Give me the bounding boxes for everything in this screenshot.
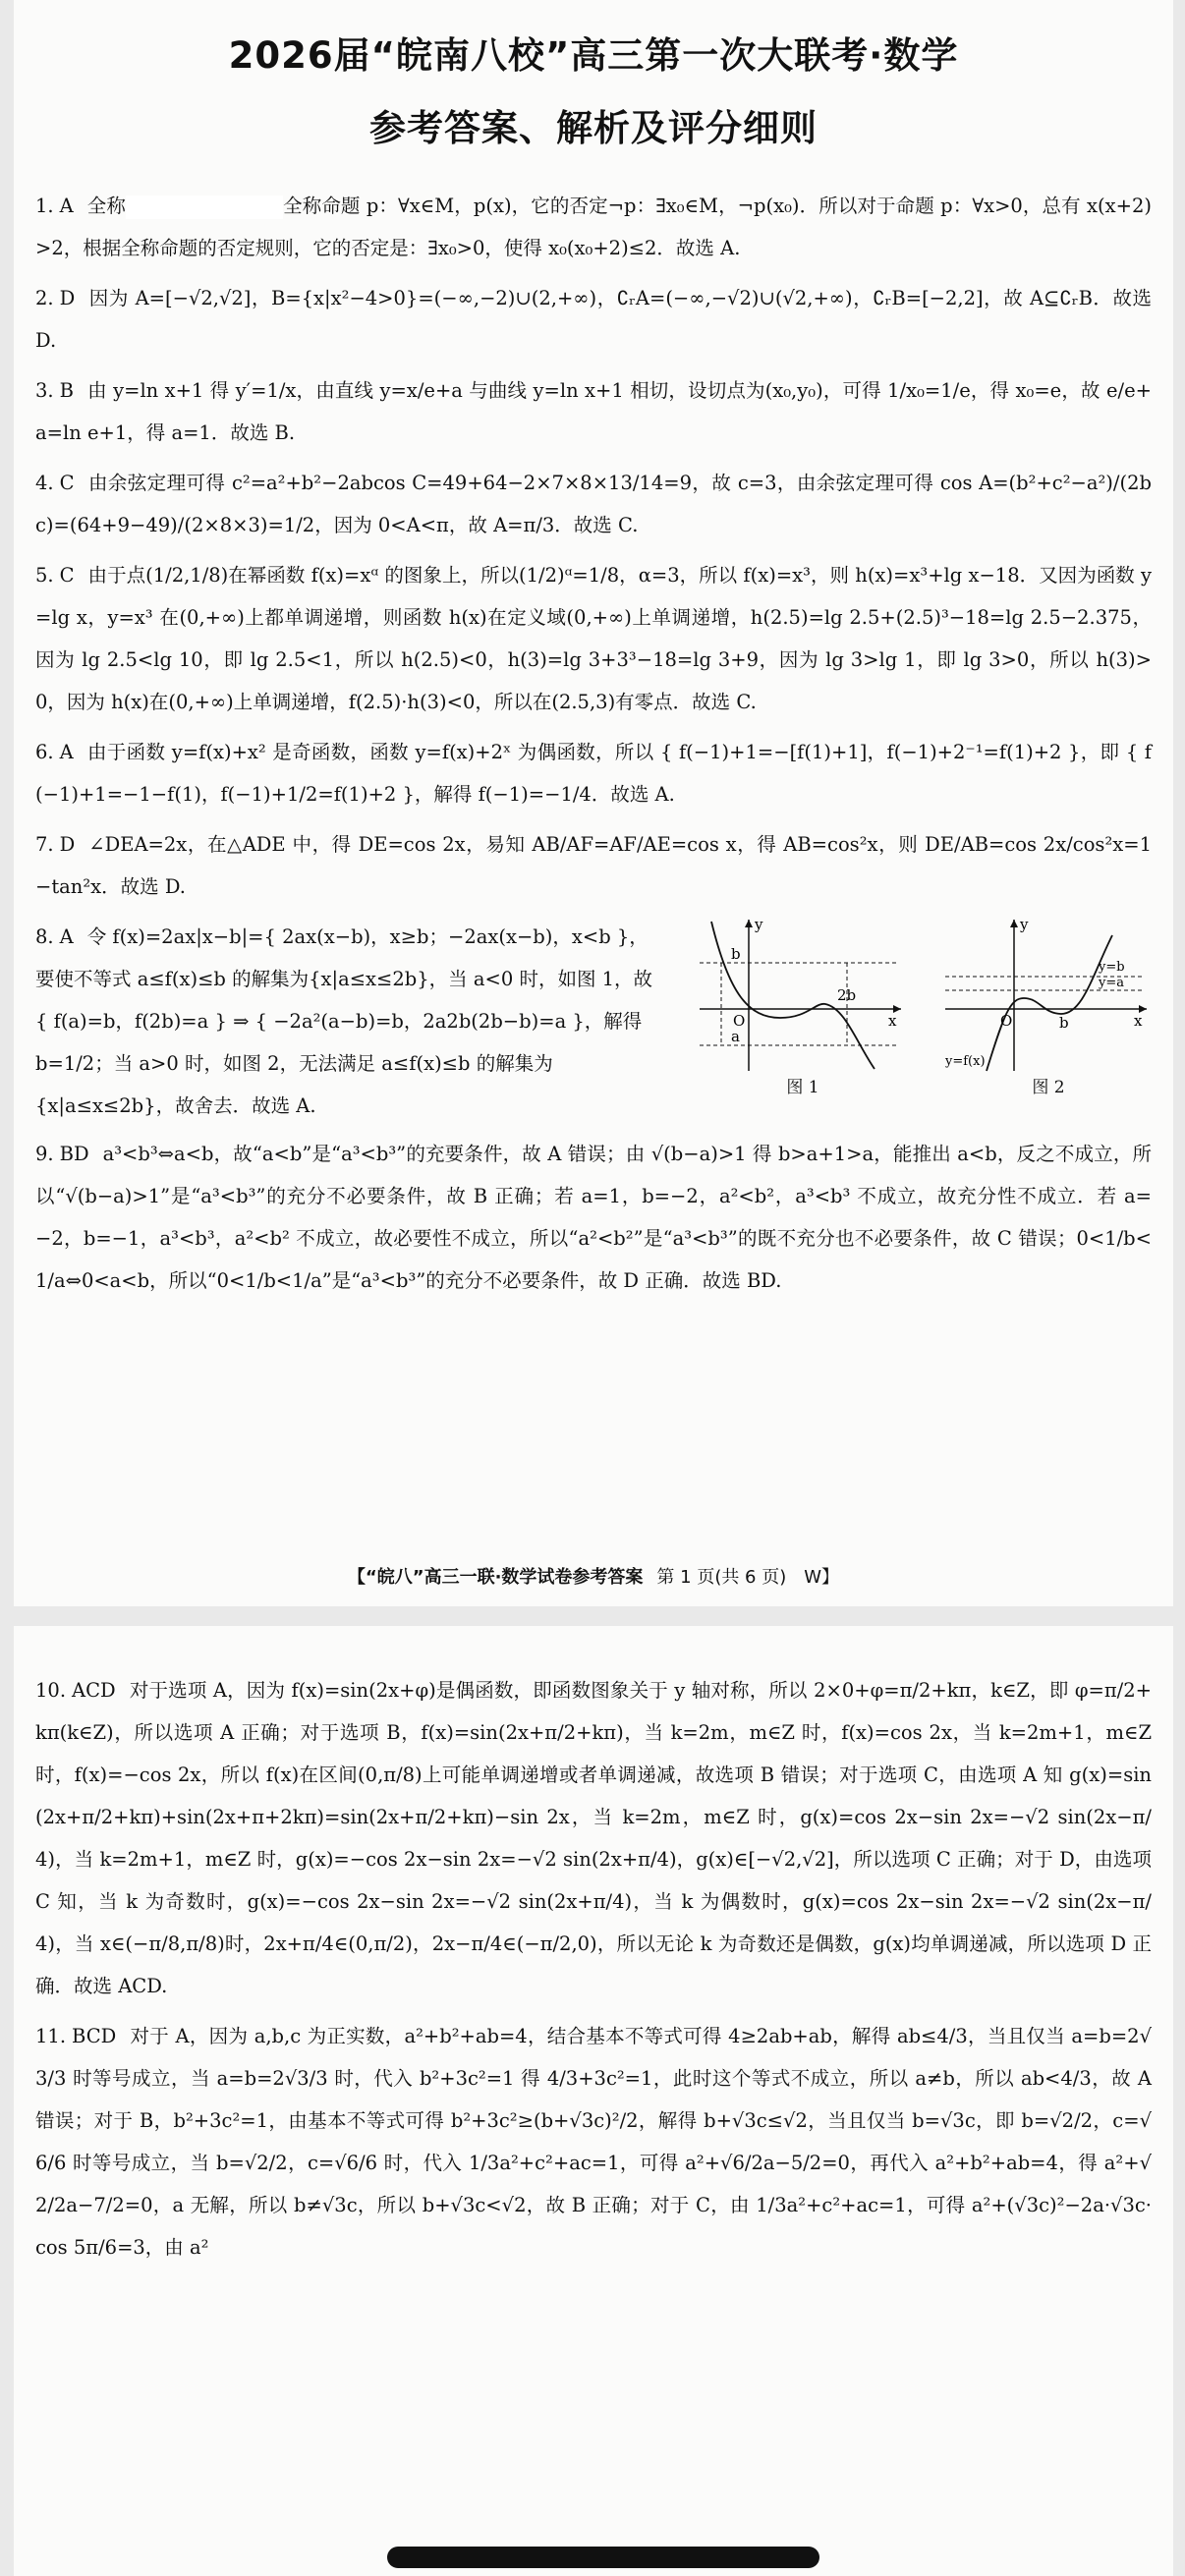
figure-2-graph	[945, 916, 1152, 1073]
item-number: 3.	[35, 379, 54, 402]
item-answer: A	[59, 925, 74, 948]
item-explanation: 由于函数 y=f(x)+x² 是奇函数，函数 y=f(x)+2ˣ 为偶函数，所以 { f(−1)+1=−[f(1)+1]，f(−1)+2⁻¹=f(1)+2 }，即 { f(−1)+1=−1−f(1)，f(−1)+1/2=f(1)+2 }，解得 f(−1)=−1/4．故选 A.	[35, 741, 1152, 806]
item-answer: A	[59, 195, 74, 217]
fig1-2b-label: 2b	[837, 986, 857, 1004]
fig1-x-label: x	[888, 1012, 897, 1030]
figure-2-caption: 图 2	[1032, 1078, 1065, 1097]
item-number: 2.	[35, 287, 54, 309]
item-answer: A	[59, 741, 74, 763]
figure-2	[945, 916, 1152, 1097]
footer-title: 【“皖八”高三一联·数学试卷参考答案	[347, 1567, 644, 1588]
fig2-ya-label: y=a	[1099, 976, 1124, 990]
item-lead-text: 全称	[86, 195, 127, 217]
fig2-b-label: b	[1059, 1014, 1069, 1032]
answer-item-2	[35, 277, 1152, 362]
item-number: 10.	[35, 1679, 67, 1702]
item-explanation: 因为 A=[−√2,√2]，B={x|x²−4>0}=(−∞,−2)∪(2,+∞)，∁ᵣA=(−∞,−√2)∪(√2,+∞)，∁ᵣB=[−2,2]，故 A⊆∁ᵣB．故选 D.	[35, 287, 1152, 352]
fig1-a-label: a	[731, 1028, 740, 1045]
item-explanation: 由余弦定理可得 c²=a²+b²−2abcos C=49+64−2×7×8×13/14=9，故 c=3，由余弦定理可得 cos A=(b²+c²−a²)/(2bc)=(64+9−49)/(2×8×3)=1/2，因为 0<A<π，故 A=π/3．故选 C.	[35, 472, 1152, 536]
redaction-bar	[387, 2547, 819, 2568]
item-number: 4.	[35, 472, 54, 494]
item-explanation: ∠DEA=2x，在△ADE 中，得 DE=cos 2x，易知 AB/AF=AF/AE=cos x，得 AB=cos²x，则 DE/AB=cos 2x/cos²x=1−tan²x．故选 D.	[35, 833, 1152, 898]
item-number: 9.	[35, 1143, 54, 1165]
fig1-origin-label: O	[733, 1012, 746, 1030]
figure-1	[700, 916, 906, 1097]
blank-gap	[126, 196, 283, 219]
item-answer: BD	[59, 1143, 89, 1165]
item-explanation: a³<b³⇔a<b，故“a<b”是“a³<b³”的充要条件，故 A 错误；由 √(b−a)>1 得 b>a+1>a，能推出 a<b，反之不成立，所以“√(b−a)>1”是“a³<b³”的充分不必要条件，故 B 正确；若 a=1，b=−2，a²<b²，a³<b³ 不成立，故充分性不成立．若 a=−2，b=−1，a³<b³，a²<b² 不成立，故必要性不成立，所以“a²<b²”是“a³<b³”的既不充分也不必要条件，故 C 错误；0<1/b<1/a⇔0<a<b，所以“0<1/b<1/a”是“a³<b³”的充分不必要条件，故 D 正确．故选 BD.	[35, 1143, 1152, 1292]
item-explanation: 全称命题 p：∀x∈M，p(x)，它的否定¬p：∃x₀∈M，¬p(x₀)．所以对于命题 p：∀x>0，总有 x(x+2)>2，根据全称命题的否定规则，它的否定是：∃x₀>0，使得 x₀(x₀+2)≤2．故选 A.	[35, 195, 1152, 259]
item-answer: C	[59, 472, 75, 494]
figure-1-caption: 图 1	[786, 1078, 819, 1097]
item-8-text	[35, 916, 660, 1127]
fig1-b-label: b	[731, 945, 741, 963]
page-footer	[14, 1563, 1173, 1589]
fig2-yb-label: y=b	[1099, 960, 1125, 975]
fig2-x-label: x	[1134, 1012, 1143, 1030]
answer-item-1	[35, 185, 1152, 269]
answer-item-10	[35, 1669, 1152, 2007]
fig1-y-label: y	[755, 916, 763, 933]
item-explanation: 由 y=ln x+1 得 y′=1/x，由直线 y=x/e+a 与曲线 y=ln x+1 相切，设切点为(x₀,y₀)，可得 1/x₀=1/e，得 x₀=e，故 e/e+a=ln e+1，得 a=1．故选 B.	[35, 379, 1152, 444]
footer-page-number: 第 1 页(共 6 页) W】	[656, 1567, 840, 1588]
item-number: 5.	[35, 564, 54, 587]
item-answer: BCD	[72, 2025, 117, 2047]
answer-item-9	[35, 1133, 1152, 1302]
item-number: 8.	[35, 925, 54, 948]
answer-item-5	[35, 554, 1152, 723]
fig2-fx-label: y=f(x)	[945, 1054, 986, 1069]
answer-item-8	[35, 916, 1152, 1127]
item-answer: D	[59, 833, 76, 856]
item-answer: C	[59, 564, 75, 587]
item-answer: ACD	[72, 1679, 116, 1702]
figure-1-graph	[700, 916, 906, 1073]
item-number: 7.	[35, 833, 54, 856]
answer-page-1	[14, 0, 1173, 1606]
answer-item-7	[35, 823, 1152, 908]
page-subtitle: 参考答案、解析及评分细则	[369, 107, 818, 149]
page-title: 2026届“皖南八校”高三第一次大联考·数学	[228, 34, 959, 77]
answer-item-4	[35, 462, 1152, 546]
answer-page-2	[14, 1626, 1173, 2576]
answer-item-6	[35, 731, 1152, 815]
item-explanation: 对于选项 A，因为 f(x)=sin(2x+φ)是偶函数，即函数图象关于 y 轴对称，所以 2×0+φ=π/2+kπ，k∈Z，即 φ=π/2+kπ(k∈Z)，所以选项 A 正确；对于选项 B，f(x)=sin(2x+π/2+kπ)，当 k=2m，m∈Z 时，f(x)=cos 2x，当 k=2m+1，m∈Z 时，f(x)=−cos 2x，所以 f(x)在区间(0,π/8)上可能单调递增或者单调递减，故选项 B 错误；对于选项 C，由选项 A 知 g(x)=sin(2x+π/2+kπ)+sin(2x+π+2kπ)=sin(2x+π/2+kπ)−sin 2x，当 k=2m，m∈Z 时，g(x)=cos 2x−sin 2x=−√2 sin(2x−π/4)，当 k=2m+1，m∈Z 时，g(x)=−cos 2x−sin 2x=−√2 sin(2x+π/4)，g(x)∈[−√2,√2]，所以选项 C 正确；对于 D，由选项 C 知，当 k 为奇数时，g(x)=−cos 2x−sin 2x=−√2 sin(2x+π/4)，当 k 为偶数时，g(x)=cos 2x−sin 2x=−√2 sin(2x−π/4)，当 x∈(−π/8,π/8)时，2x+π/4∈(0,π/2)，2x−π/4∈(−π/2,0)，所以无论 k 为奇数还是偶数，g(x)均单调递减，所以选项 D 正确．故选 ACD.	[35, 1679, 1152, 1997]
item-explanation: 由于点(1/2,1/8)在幂函数 f(x)=xᵅ 的图象上，所以(1/2)ᵅ=1/8，α=3，所以 f(x)=x³，则 h(x)=x³+lg x−18．又因为函数 y=lg x，y=x³ 在(0,+∞)上都单调递增，则函数 h(x)在定义域(0,+∞)上单调递增，h(2.5)=lg 2.5+(2.5)³−18=lg 2.5−2.375，因为 lg 2.5<lg 10，即 lg 2.5<1，所以 h(2.5)<0，h(3)=lg 3+3³−18=lg 3+9，因为 lg 3>lg 1，即 lg 3>0，所以 h(3)>0，因为 h(x)在(0,+∞)上单调递增，f(2.5)·h(3)<0，所以在(2.5,3)有零点．故选 C.	[35, 564, 1152, 713]
item-number: 6.	[35, 741, 54, 763]
item-number: 1.	[35, 195, 54, 217]
answer-item-3	[35, 369, 1152, 454]
answer-item-11	[35, 2015, 1152, 2268]
item-answer: B	[59, 379, 74, 402]
item-answer: D	[59, 287, 76, 309]
item-explanation: 对于 A，因为 a,b,c 为正实数，a²+b²+ab=4，结合基本不等式可得 4≥2ab+ab，解得 ab≤4/3，当且仅当 a=b=2√3/3 时等号成立，当 a=b=2√3/3 时，代入 b²+3c²=1 得 4/3+3c²=1，此时这个等式不成立，所以 a≠b，所以 ab<4/3，故 A 错误；对于 B，b²+3c²=1，由基本不等式可得 b²+3c²≥(b+√3c)²/2，解得 b+√3c≤√2，当且仅当 b=√3c，即 b=√2/2，c=√6/6 时等号成立，当 b=√2/2，c=√6/6 时，代入 1/3a²+c²+ac=1，可得 a²+√6/2a−5/2=0，再代入 a²+b²+ab=4，得 a²+√2/2a−7/2=0，a 无解，所以 b≠√3c，所以 b+√3c<√2，故 B 正确；对于 C，由 1/3a²+c²+ac=1，可得 a²+(√3c)²−2a·√3c·cos 5π/6=3，由 a²	[35, 2025, 1152, 2259]
fig2-y-label: y	[1020, 916, 1029, 933]
fig2-origin-label: O	[1000, 1012, 1013, 1030]
item-number: 11.	[35, 2025, 67, 2047]
item-explanation: 令 f(x)=2ax|x−b|={ 2ax(x−b)，x≥b；−2ax(x−b)，x<b }，要使不等式 a≤f(x)≤b 的解集为{x|a≤x≤2b}，当 a<0 时，如图 1，故 { f(a)=b，f(2b)=a } ⇒ { −2a²(a−b)=b，2a2b(2b−b)=a }，解得 b=1/2；当 a>0 时，如图 2，无法满足 a≤f(x)≤b 的解集为{x|a≤x≤2b}，故舍去．故选 A.	[35, 925, 653, 1117]
